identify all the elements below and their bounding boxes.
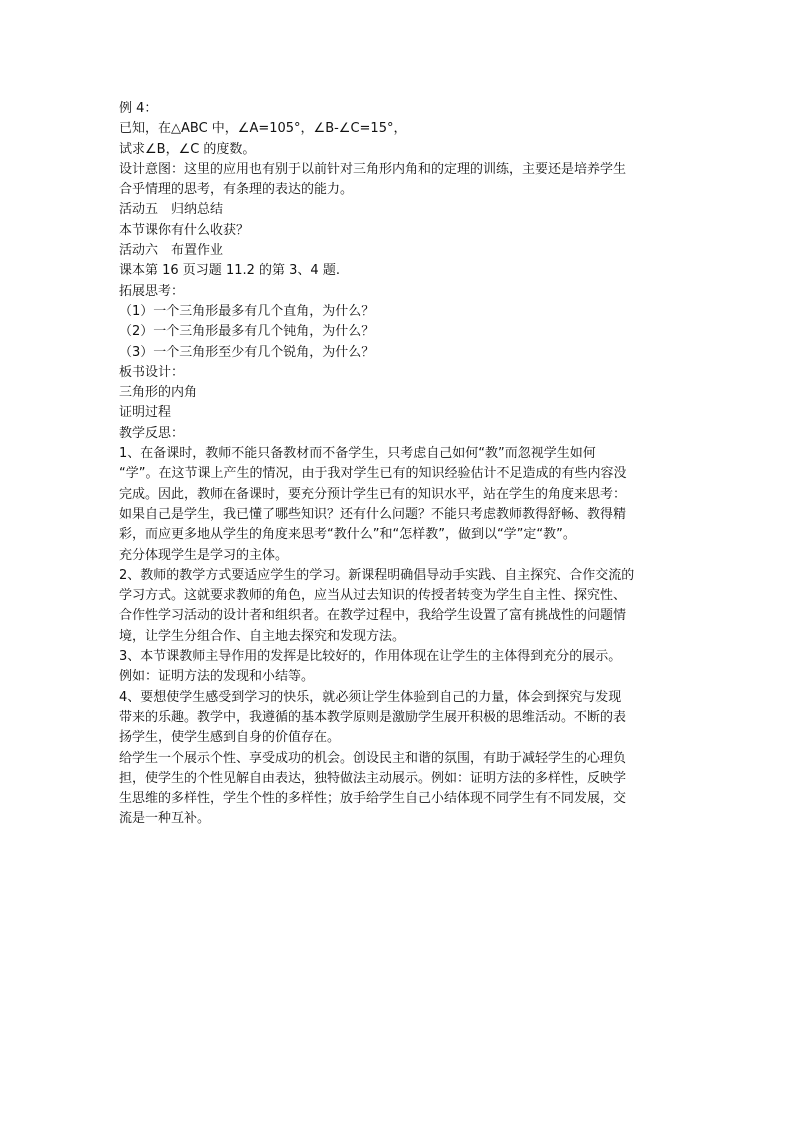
reflection-2-line-2: 学习方式。这就要求教师的角色，应当从过去知识的传授者转变为学生自主性、探究性、 [119, 588, 627, 604]
reflection-5-line-3: 生思维的多样性，学生个性的多样性；放手给学生自己小结体现不同学生有不同发展，交 [119, 791, 627, 807]
reflection-1-line-6: 充分体现学生是学习的主体。 [119, 547, 289, 563]
activity-five-heading: 活动五 归纳总结 [119, 202, 224, 218]
reflection-1-line-5: 彩，而应更多地从学生的角度来思考“教什么”和“怎样教”，做到以“学”定“教”。 [119, 527, 576, 543]
reflection-3-line-2: 例如：证明方法的发现和小结等。 [119, 669, 315, 685]
reflection-4-line-2: 带来的乐趣。教学中，我遵循的基本教学原则是激励学生展开积极的思维活动。不断的表 [119, 709, 627, 725]
homework-assignment: 课本第 16 页习题 11.2 的第 3、4 题. [119, 263, 340, 279]
reflection-heading: 教学反思： [119, 425, 185, 441]
reflection-2-line-4: 境，让学生分组合作、自主地去探究和发现方法。 [119, 628, 406, 644]
reflection-2-line-1: 2、教师的教学方式要适应学生的学习。新课程明确倡导动手实践、自主探究、合作交流的 [119, 567, 635, 583]
board-design-title: 三角形的内角 [119, 385, 198, 401]
reflection-5-line-2: 担，使学生的个性见解自由表达，独特做法主动展示。例如：证明方法的多样性，反映学 [119, 770, 627, 786]
reflection-1-line-3: 完成。因此，教师在备课时，要充分预计学生已有的知识水平，站在学生的角度来思考： [119, 486, 627, 502]
reflection-4-line-3: 扬学生，使学生感到自身的价值存在。 [119, 730, 341, 746]
board-design-proof: 证明过程 [119, 405, 172, 421]
problem-question: 试求∠B，∠C 的度数。 [119, 141, 256, 157]
extension-question-2: （2）一个三角形最多有几个钝角，为什么？ [119, 324, 375, 340]
reflection-1-line-1: 1、在备课时，教师不能只备教材而不备学生，只考虑自己如何“教”而忽视学生如何 [119, 446, 596, 462]
reflection-1-line-2: “学”。在这节课上产生的情况，由于我对学生已有的知识经验估计不足造成的有些内容没 [119, 466, 627, 482]
activity-five-question: 本节课你有什么收获？ [119, 222, 250, 238]
reflection-5-line-1: 给学生一个展示个性、享受成功的机会。创设民主和谐的氛围，有助于减轻学生的心理负 [119, 750, 627, 766]
extension-heading: 拓展思考： [119, 283, 185, 299]
extension-question-3: （3）一个三角形至少有几个锐角，为什么？ [119, 344, 375, 360]
problem-given: 已知，在△ABC 中，∠A=105°，∠B-∠C=15°， [119, 121, 407, 137]
reflection-5-line-4: 流是一种互补。 [119, 811, 211, 827]
document-body [119, 99, 679, 830]
reflection-1-line-4: 如果自己是学生，我已懂了哪些知识？还有什么问题？不能只考虑教师教得舒畅、教得精 [119, 506, 627, 522]
activity-six-heading: 活动六 布置作业 [119, 243, 224, 259]
reflection-4-line-1: 4、要想使学生感受到学习的快乐，就必须让学生体验到自己的力量，体会到探究与发现 [119, 689, 622, 705]
board-design-heading: 板书设计： [119, 364, 185, 380]
reflection-3-line-1: 3、本节课教师主导作用的发挥是比较好的，作用体现在让学生的主体得到充分的展示。 [119, 649, 622, 665]
reflection-2-line-3: 合作性学习活动的设计者和组织者。在教学过程中，我给学生设置了富有挑战性的问题情 [119, 608, 627, 624]
extension-question-1: （1）一个三角形最多有几个直角，为什么？ [119, 303, 375, 319]
design-intent-line-2: 合乎情理的思考，有条理的表达的能力。 [119, 182, 354, 198]
example-heading: 例 4： [119, 101, 158, 116]
design-intent-line-1: 设计意图：这里的应用也有别于以前针对三角形内角和的定理的训练，主要还是培养学生 [119, 161, 627, 177]
